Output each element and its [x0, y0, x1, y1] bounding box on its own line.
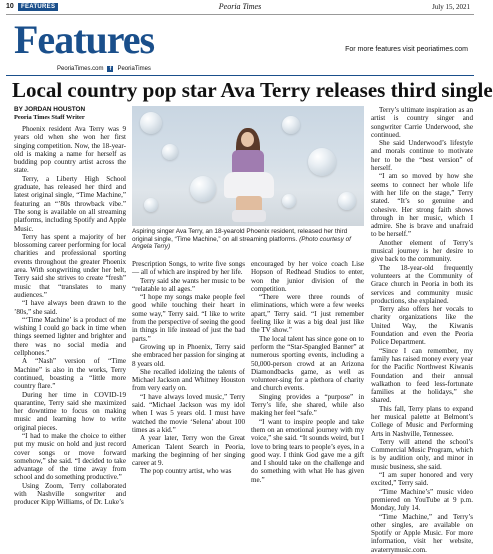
- masthead-divider: [6, 75, 474, 76]
- photo-credit: (Photo courtesy of Angela Terry): [132, 235, 351, 251]
- caption-text: Aspiring singer Ava Terry, an 18-yearold Phoenix resident, released her third original single, “Time Machine,” on all streaming platforms.: [132, 228, 348, 243]
- article-paragraph: Phoenix resident Ava Terry was 9 years old when she won her first singing competition. Now, the 18-year-old is making a name for herself as budding pop country artist across the state.: [14, 125, 126, 175]
- balloon-orb: [190, 176, 216, 202]
- singer-skirt: [224, 172, 274, 198]
- article-paragraph: This fall, Terry plans to expand her musical palette at Belmont’s College of Music and Performing Arts in Nashville, Tennessee.: [371, 404, 473, 438]
- article-paragraph: “I have always been drawn to the ’80s,” she said.: [14, 299, 126, 316]
- section-title: Features: [14, 17, 155, 62]
- section-tag: FEATURES: [18, 3, 58, 11]
- publication-date: July 15, 2021: [432, 3, 470, 11]
- article-paragraph: The local talent has since gone on to perform the “Star-Spangled Banner” at numerous sporting events, including a 50,000-person crowd at an Arizona Diamondbacks game, as well as volunteer-sing for a plethora of charity and church events.: [251, 334, 364, 393]
- article-paragraph: Terry will attend the school’s Commercial Music Program, which is by audition only, and minor in music business, she said.: [371, 437, 473, 471]
- article-paragraph: Prescription Songs, to write five songs — all of which are inspired by her life.: [132, 260, 245, 277]
- singer-face: [241, 132, 254, 147]
- singer-boots: [232, 210, 266, 222]
- article-paragraph: Terry also offers her vocals to charity organizations like the United Way, the Kiwanis Foundation and even the Peoria Police Department.: [371, 305, 473, 347]
- byline-role: Peoria Times Staff Writer: [14, 114, 85, 121]
- balloon-orb: [144, 198, 158, 212]
- balloon-orb: [282, 116, 300, 134]
- balloon-orb: [308, 148, 336, 176]
- singer-top: [232, 150, 264, 174]
- article-column-3: [251, 260, 364, 484]
- article-paragraph: Another element of Terry’s musical journey is her desire to give back to the community.: [371, 238, 473, 264]
- article-paragraph: “I have always loved music,” Terry said. “Michael Jackson was my idol when I was 5 years old. I must have watched the movie ‘Selena’ about 100 times as a kid.”: [132, 392, 245, 434]
- article-paragraph: “Time Machine’s” music video premiered on YouTube at 9 p.m. Monday, July 14.: [371, 487, 473, 513]
- article-paragraph: encouraged by her voice coach Lise Hopson of Redhead Studios to enter, won the junior division of the competition.: [251, 260, 364, 293]
- article-paragraph: Terry has spent a majority of her blossoming career performing for local charities and professional sporting events throughout the greater Phoenix area. With songwriting under her belt, Terry said she strives to create “fresh” music that “translates to many audiences.”: [14, 232, 126, 299]
- byline: BY JORDAN HOUSTON: [14, 106, 86, 113]
- article-column-2: [132, 260, 245, 476]
- social-links: [57, 66, 151, 72]
- website-link[interactable]: PeoriaTimes.com: [57, 66, 104, 72]
- article-paragraph: “Time Machine,” and Terry’s other singles, are available on Spotify or Apple Music. For more information, visit her website, avaterrymusic.com.: [371, 512, 473, 554]
- article-paragraph: “I am super honored and very excited,” Terry said.: [371, 471, 473, 488]
- balloon-orb: [140, 112, 162, 134]
- more-features-note: For more features visit peoriatimes.com: [345, 46, 468, 53]
- article-column-1: [14, 125, 126, 507]
- article-paragraph: Terry said she wants her music to be “relatable to all ages.”: [132, 276, 245, 293]
- section-masthead: [14, 18, 154, 62]
- article-paragraph: The 18-year-old frequently volunteers at the Community of Grace church in Peoria in both its services and community music productions, she explained.: [371, 263, 473, 305]
- balloon-orb: [338, 192, 356, 210]
- balloon-orb: [162, 144, 178, 160]
- article-paragraph: A year later, Terry won the Great American Talent Search in Peoria, marking the beginning of her singing career at 9.: [132, 434, 245, 468]
- article-paragraph: Growing up in Phoenix, Terry said she embraced her passion for singing at 8 years old.: [132, 342, 245, 368]
- article-paragraph: Terry, a Liberty High School graduate, has released her third and latest original single, “Time Machine,” featuring an “’80s throwback vibe.” The song is available on all streaming platforms, including Spotify and Apple Music.: [14, 174, 126, 233]
- article-paragraph: “Since I can remember, my family has raised money every year for the Pacific Northwest Kiwanis Foundation and their annual walkathon to feed less-fortunate families at the holidays,” she shared.: [371, 346, 473, 405]
- article-paragraph: “‘Time Machine’ is a product of me wishing I could go back in time when things seemed lighter and brighter and there was no social media and cellphones.”: [14, 315, 126, 358]
- article-paragraph: “I had to make the choice to either put my music on hold and just record cover songs or move forward somehow,” she said. “I decided to take advantage of the time away from school and do something productive.”: [14, 431, 126, 482]
- article-paragraph: “I am so moved by how she seems to connect her whole life with her life on the stage,” Terry stated. “It’s so genuine and cohesive. Her strong faith shows through in her music, which I admire. She is brave and unafraid to be herself.”: [371, 172, 473, 239]
- article-paragraph: During her time in COVID-19 quarantine, Terry said she maximized her downtime to focus on making music and learning how to write original pieces.: [14, 390, 126, 432]
- facebook-icon: f: [107, 66, 113, 72]
- article-paragraph: A “Nash” version of “Time Machine” is also in the works, Terry continued, boasting a “little more country flare.”: [14, 357, 126, 391]
- article-paragraph: She said Underwood’s lifestyle and morals continue to motivate her to be the “best version” of herself.: [371, 139, 473, 173]
- page-number: 10: [6, 3, 14, 10]
- article-paragraph: “I hope my songs make people feel good while touching their heart in some way,” Terry said. “I like to write from the perspective of seeing the good in things in life instead of just the bad parts.”: [132, 293, 245, 343]
- social-handle[interactable]: PeoriaTimes: [117, 66, 151, 72]
- article-paragraph: She recalled idolizing the talents of Michael Jackson and Whitney Houston from very early on.: [132, 367, 245, 393]
- header-divider: [6, 14, 474, 15]
- article-paragraph: Terry’s ultimate inspiration as an artist is country singer and songwriter Carrie Underwood, she continued.: [371, 106, 473, 139]
- article-paragraph: Using Zoom, Terry collaborated with Nashville songwriter and producer Kipp Williams, of Dr. Luke’s: [14, 481, 126, 507]
- article-paragraph: “I want to inspire people and take them on an emotional journey with my voice,” she said. “It sounds weird, but I love to bring tears to people’s eyes, in a good way. I think God gave me a gift and I should take on the challenge and do something with what He has given me.”: [251, 417, 364, 484]
- article-paragraph: The pop country artist, who was: [140, 467, 232, 476]
- paper-name: Peoria Times: [218, 2, 262, 11]
- page-header: [0, 0, 480, 18]
- article-paragraph: Singing provides a “purpose” in Terry’s life, she shared, while also making her feel “safe.”: [251, 392, 364, 418]
- article-paragraph: “There were three rounds of eliminations, which were a few weeks apart,” Terry said. “I just remember feeling like it was a big deal just like the TV show.”: [251, 293, 364, 335]
- article-photo: [132, 106, 364, 226]
- article-headline: Local country pop star Ava Terry releases third single: [12, 78, 493, 102]
- photo-caption: [132, 228, 364, 251]
- balloon-orb: [282, 194, 296, 208]
- article-column-4: [371, 106, 473, 554]
